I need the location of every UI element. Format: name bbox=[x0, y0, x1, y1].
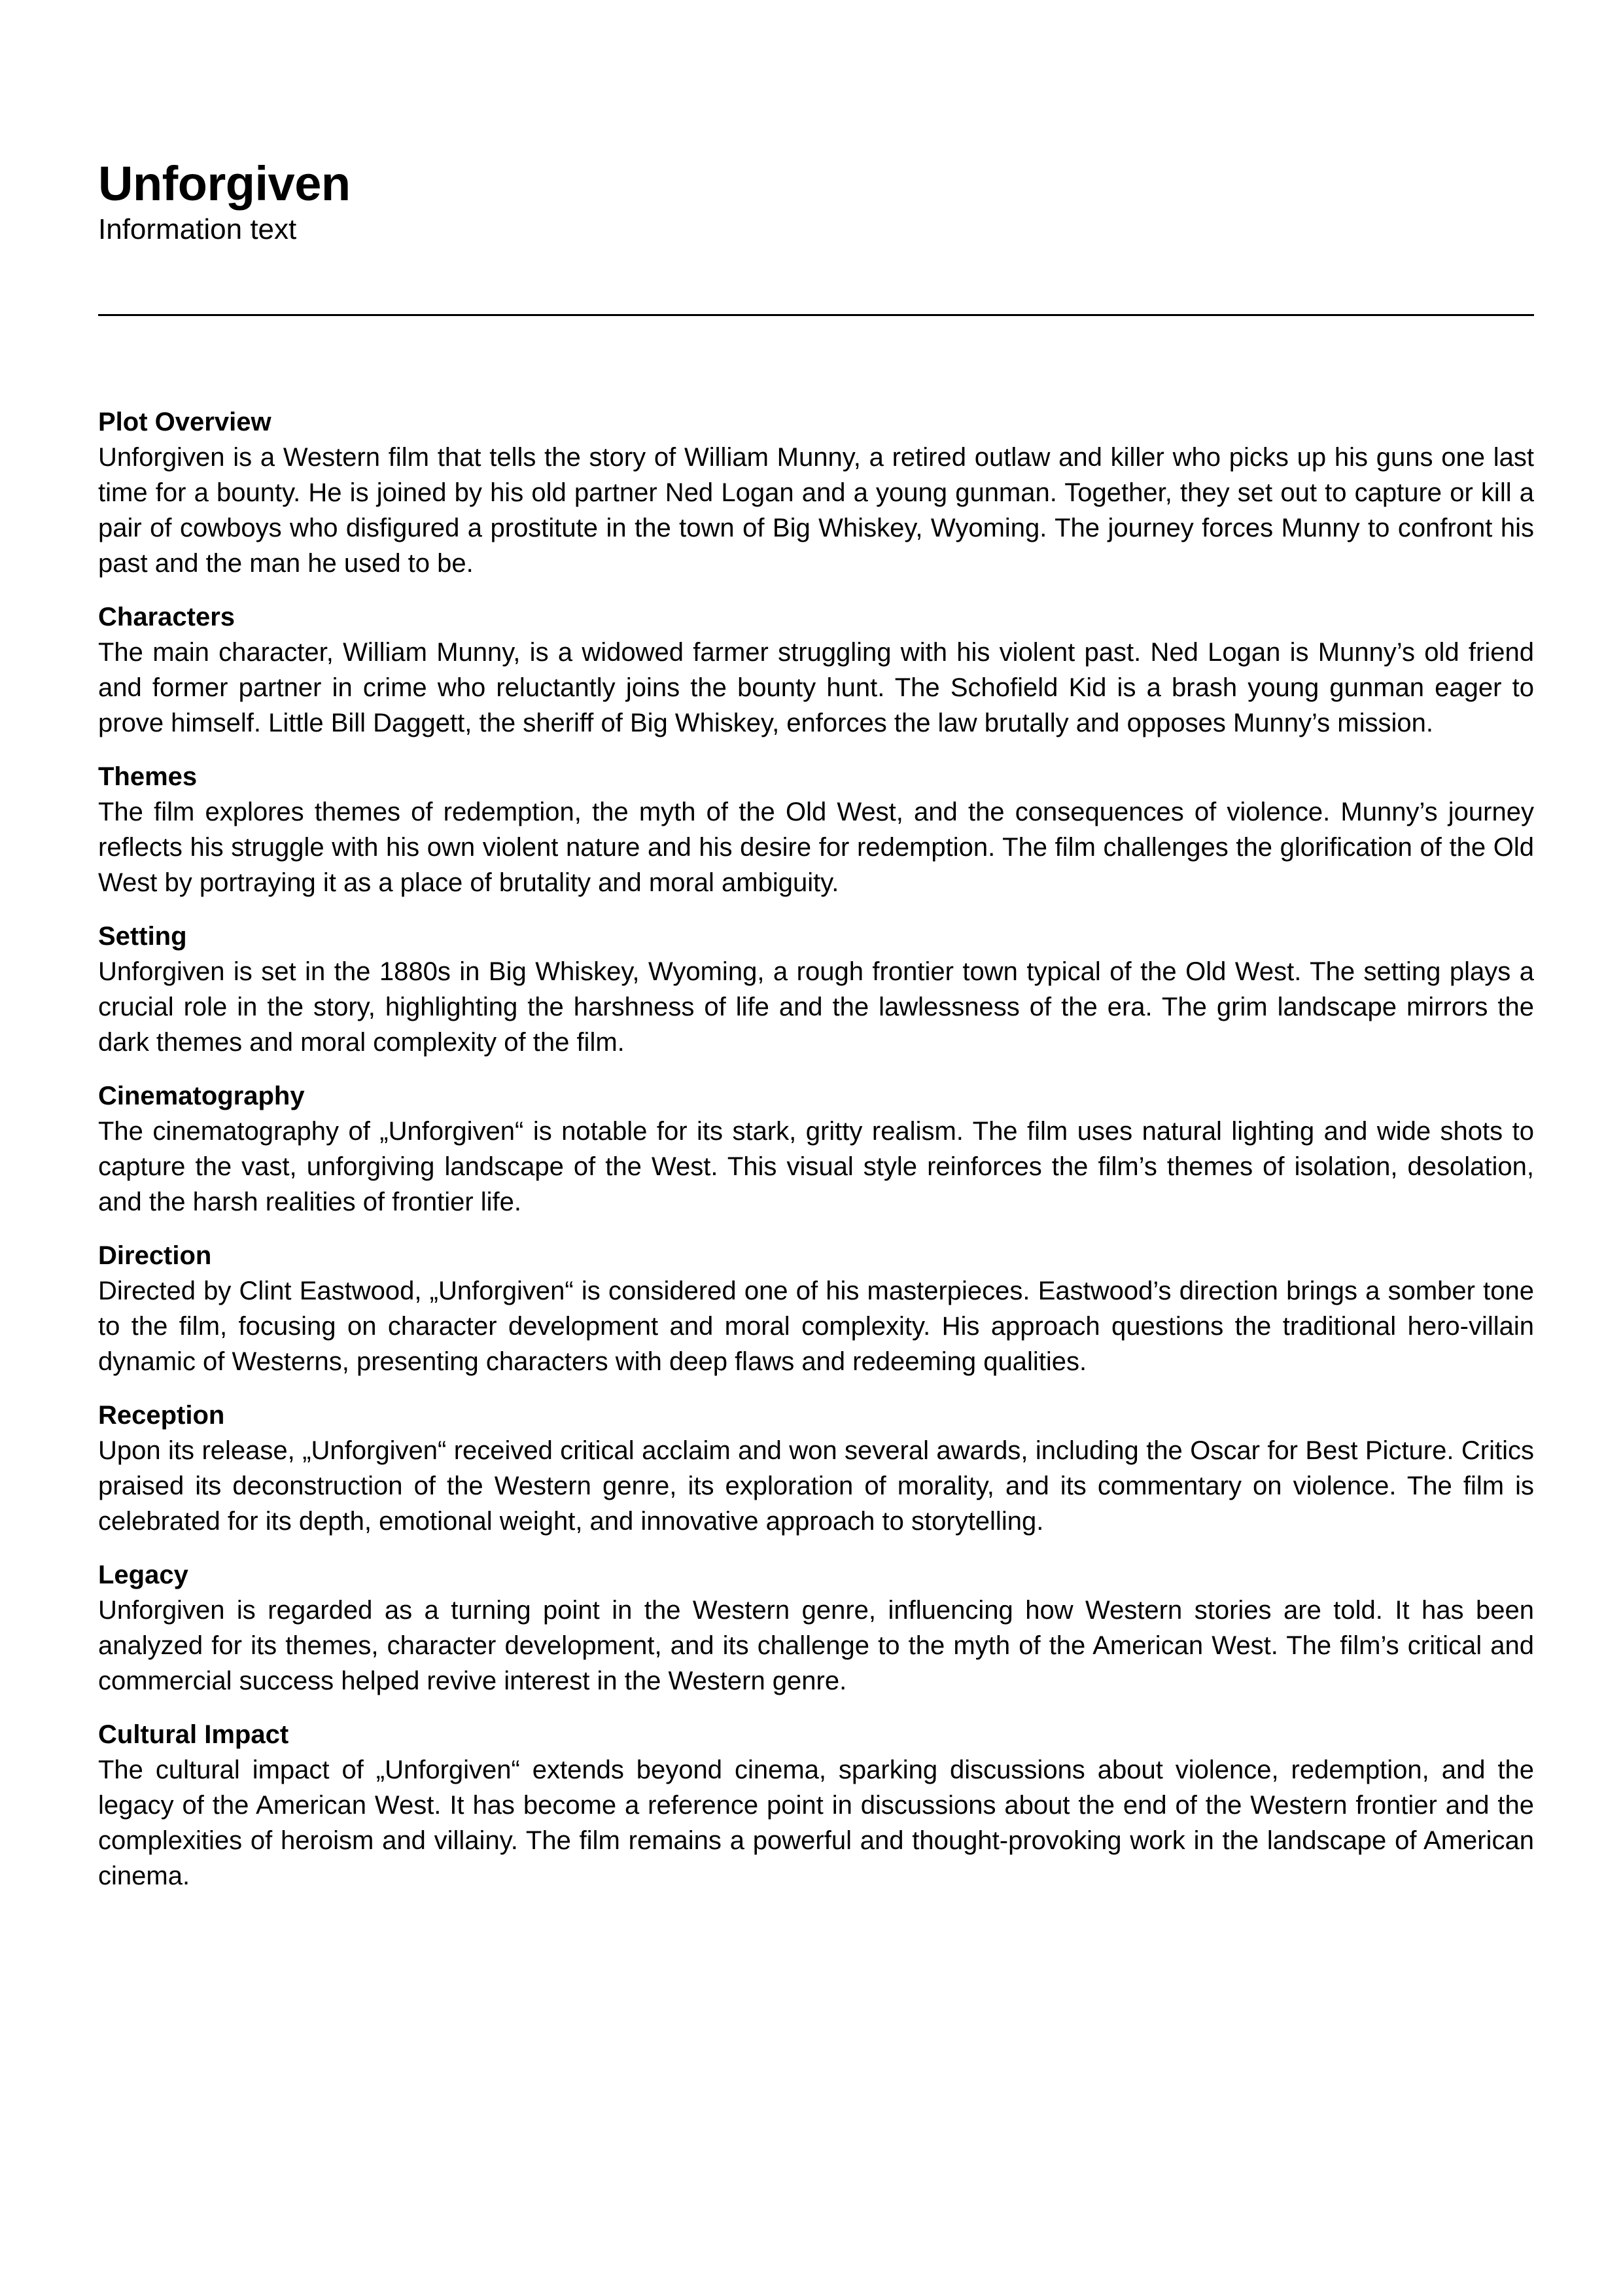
section-heading: Legacy bbox=[98, 1561, 188, 1589]
section-heading: Reception bbox=[98, 1401, 225, 1430]
section-themes bbox=[98, 759, 1534, 900]
section-body: The film explores themes of redemption, the myth of the Old West, and the consequences of violence. Munny’s journey reflects his struggle with his own violent nature and his desire for redemption. The film challenges the glorification of the Old West by portraying it as a place of brutality and moral ambiguity. bbox=[98, 798, 1534, 897]
section-body: Directed by Clint Eastwood, „Unforgiven“ is considered one of his masterpieces. Eastwood’s direction brings a somber tone to the film, focusing on character development and moral complexity. His approach questions the traditional hero-villain dynamic of Westerns, presenting characters with deep flaws and redeeming qualities. bbox=[98, 1277, 1534, 1376]
section-heading: Direction bbox=[98, 1241, 212, 1270]
section-body: Unforgiven is a Western film that tells the story of William Munny, a retired outlaw and killer who picks up his guns one last time for a bounty. He is joined by his old partner Ned Logan and a young gunman. Together, they set out to capture or kill a pair of cowboys who disfigured a prostitute in the town of Big Whiskey, Wyoming. The journey forces Munny to confront his past and the man he used to be. bbox=[98, 443, 1534, 578]
section-characters bbox=[98, 599, 1534, 741]
section-heading: Plot Overview bbox=[98, 408, 271, 436]
section-direction bbox=[98, 1238, 1534, 1379]
section-body: The cinematography of „Unforgiven“ is notable for its stark, gritty realism. The film uses natural lighting and wide shots to capture the vast, unforgiving landscape of the West. This visual style reinforces the film’s themes of isolation, desolation, and the harsh realities of frontier life. bbox=[98, 1117, 1534, 1216]
section-heading: Cultural Impact bbox=[98, 1720, 289, 1749]
section-body: Upon its release, „Unforgiven“ received critical acclaim and won several awards, including the Oscar for Best Picture. Critics praised its deconstruction of the Western genre, its exploration of morality, and its commentary on violence. The film is celebrated for its depth, emotional weight, and innovative approach to storytelling. bbox=[98, 1436, 1534, 1536]
section-body: The cultural impact of „Unforgiven“ extends beyond cinema, sparking discussions about violence, redemption, and the legacy of the American West. It has become a reference point in discussions about the end of the Western frontier and the complexities of heroism and villainy. The film remains a powerful and thought-provoking work in the landscape of American cinema. bbox=[98, 1756, 1534, 1890]
section-body: Unforgiven is set in the 1880s in Big Whiskey, Wyoming, a rough frontier town typical of the Old West. The setting plays a crucial role in the story, highlighting the harshness of life and the lawlessness of the era. The grim landscape mirrors the dark themes and moral complexity of the film. bbox=[98, 957, 1534, 1057]
title-divider bbox=[98, 314, 1534, 316]
section-reception bbox=[98, 1398, 1534, 1539]
section-plot-overview bbox=[98, 404, 1534, 581]
document-title: Unforgiven bbox=[98, 156, 351, 211]
section-body: The main character, William Munny, is a widowed farmer struggling with his violent past. Ned Logan is Munny’s old friend and former partner in crime who reluctantly joins the bounty hunt. The Schofield Kid is a brash young gunman eager to prove himself. Little Bill Daggett, the sheriff of Big Whiskey, enforces the law brutally and opposes Munny’s mission. bbox=[98, 638, 1534, 737]
section-cultural-impact bbox=[98, 1717, 1534, 1894]
section-legacy bbox=[98, 1557, 1534, 1699]
section-setting bbox=[98, 919, 1534, 1060]
section-cinematography bbox=[98, 1078, 1534, 1220]
document-page bbox=[98, 156, 1534, 1890]
document-subtitle: Information text bbox=[98, 213, 297, 246]
section-body: Unforgiven is regarded as a turning point in the Western genre, influencing how Western stories are told. It has been analyzed for its themes, character development, and its challenge to the myth of the American West. The film’s critical and commercial success helped revive interest in the Western genre. bbox=[98, 1596, 1534, 1695]
section-heading: Setting bbox=[98, 922, 187, 951]
section-heading: Themes bbox=[98, 762, 198, 791]
sections-container bbox=[98, 404, 1534, 1912]
section-heading: Cinematography bbox=[98, 1082, 305, 1110]
section-heading: Characters bbox=[98, 603, 236, 631]
